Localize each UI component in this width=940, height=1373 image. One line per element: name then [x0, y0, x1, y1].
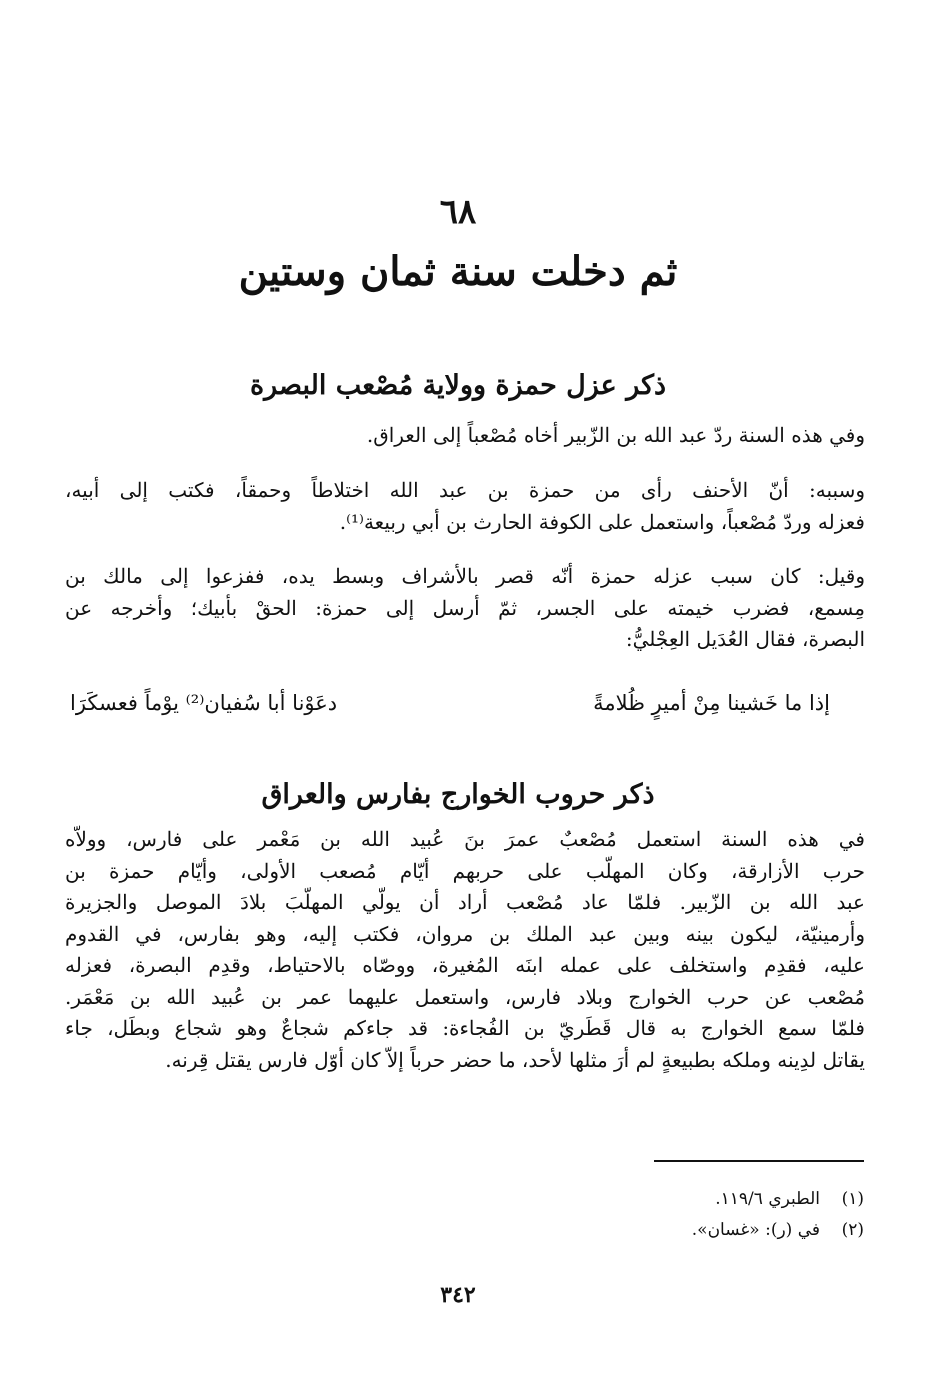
text-line: مُصْعب عن حرب الخوارج وبلاد فارس، واستعمل عليهما عمر بن عُبيد الله بن مَعْمَر. — [65, 984, 865, 1009]
footnote-text: الطبري ١١٩/٦. — [715, 1189, 820, 1209]
footnote — [364, 1215, 864, 1246]
text-line: وأرمينيّة، ليكون بينه وبين عبد الملك بن مروان، فكتب إليه، وهو بفارس، في القدوم — [65, 921, 865, 946]
text-line: في هذه السنة استعمل مُصْعبٌ عمرَ بنَ عُبيد الله بن مَعْمر على فارس، وولاّه — [65, 827, 865, 851]
chapter-number: ٦٨ — [439, 192, 477, 232]
text-line: فعزله وردّ مُصْعباً، واستعمل على الكوفة الحارث بن أبي ربيعة⁽¹⁾. — [339, 509, 865, 534]
footnote-number: (١) — [841, 1189, 864, 1209]
poetry-verse — [70, 685, 830, 721]
text-line: مِسمع، فضرب خيمته على الجسر، ثمّ أرسل إلى حمزة: الحقْ بأبيك؛ وأخرجه عن — [65, 595, 865, 620]
text-line: وقيل: كان سبب عزله حمزة أنّه قصر بالأشراف وبسط يده، ففزعوا إلى مالك بن — [65, 564, 865, 588]
footnote-number: (٢) — [841, 1220, 864, 1240]
text-line: فلمّا سمع الخوارج به قال قَطَريّ بن الفُجاءة: قد جاءكم شجاعٌ وهو شجاع وبطَل، جاء — [65, 1016, 865, 1040]
footnote-text: في (ر): «غسان». — [691, 1220, 820, 1240]
section-heading-1: ذكر عزل حمزة وولاية مُصْعب البصرة — [250, 370, 666, 401]
paragraph-2 — [65, 475, 865, 538]
text-line: عبد الله بن الزّبير. فلمّا عاد مُصْعب أراد أن يولّي المهلّبَ بلادَ الموصل والجزيرة — [65, 890, 865, 914]
verse-first-hemistich: إذا ما خَشينا مِنْ أميرٍ ظُلامةً — [593, 691, 830, 715]
text-line: وسببه: أنّ الأحنف رأى من حمزة بن عبد الله اختلاطاً وحمقاً، فكتب إلى أبيه، — [65, 478, 865, 502]
section-heading-2: ذكر حروب الخوارج بفارس والعراق — [261, 779, 655, 810]
footnote — [364, 1184, 864, 1215]
text-line: وفي هذه السنة ردّ عبد الله بن الزّبير أخاه مُصْعباً إلى العراق. — [366, 423, 865, 447]
verse-second-hemistich: دعَوْنا أبا سُفيان⁽²⁾ يوْماً فعسكَرَا — [70, 691, 338, 715]
text-line: البصرة، فقال العُدَيل العِجْليُّ: — [625, 627, 865, 651]
text-line: يقاتل لدِينه وملكه بطبيعةٍ لم أرَ مثلها لأحد، ما حضر حرباً إلاّ كان أوّل فارس يقتل قِرنه. — [165, 1047, 865, 1072]
paragraph-4 — [65, 824, 865, 1076]
page-number: ٣٤٢ — [440, 1282, 476, 1308]
chapter-title: ثم دخلت سنة ثمان وستين — [238, 248, 678, 295]
paragraph-1 — [65, 420, 865, 452]
footnotes — [364, 1184, 864, 1246]
paragraph-3 — [65, 561, 865, 656]
text-line: عليه، فقدِم واستخلف على عمله ابنَه المُغيرة، ووصّاه بالاحتياط، وقدِم البصرة، فعزله — [65, 953, 865, 977]
footnote-separator — [654, 1160, 864, 1162]
text-line: حرب الأزارقة، وكان المهلّب على حربهم أيّام مُصعب الأولى، وأيّام حمزة بن — [65, 858, 865, 883]
